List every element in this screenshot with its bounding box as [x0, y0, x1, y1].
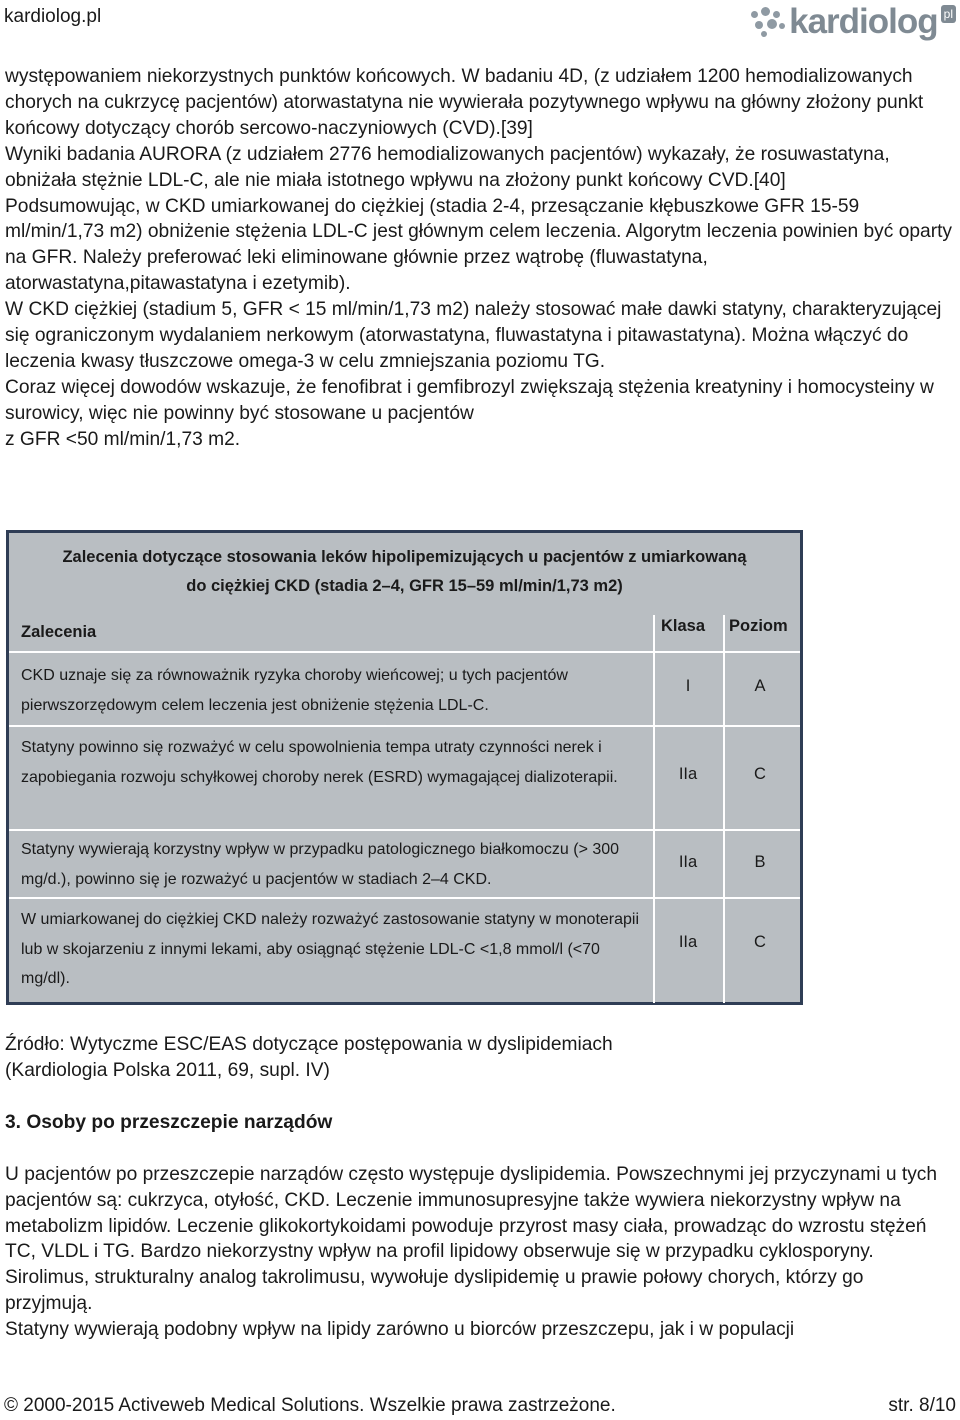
paragraph: Podsumowując, w CKD umiarkowanej do ciężkiej (stadia 2-4, przesączanie kłębuszkowe GFR 15-59 ml/min/1,73 m2) obniżenie stężenia LDL-C jest głównym celem leczenia. Algorytm leczenia powinien być oparty na GFR. Należy preferować leki eliminowane głównie przez wątrobę (fluwastatyna, atorwastatyna,pitawastatyna i ezetymib). — [5, 195, 953, 295]
paragraph: Statyny wywierają podobny wpływ na lipidy zarówno u biorców przeszczepu, jak i w populacji — [5, 1319, 795, 1341]
recommendation-class: I — [685, 677, 691, 695]
recommendations-table — [6, 530, 803, 1005]
table-row — [9, 651, 800, 725]
paragraph: z GFR <50 ml/min/1,73 m2. — [5, 428, 241, 450]
table-header — [9, 615, 800, 651]
column-divider — [653, 615, 655, 1003]
recommendation-class: IIa — [678, 853, 698, 871]
recommendation-class: IIa — [678, 933, 698, 951]
table-row — [9, 897, 800, 1003]
paragraph: Coraz więcej dowodów wskazuje, że fenofibrat i gemfibrozyl zwiększają stężenia kreatyniny i homocysteiny w surowicy, więc nie powinny być stosowane u pacjentów — [5, 376, 934, 424]
recommendation-text: Statyny powinno się rozważyć w celu spowolnienia tempa utraty czynności nerek i zapobiegania rozwoju schyłkowej choroby nerek (ESRD) wymagającej dializoterapii. — [21, 739, 618, 786]
table-title-line: Zalecenia dotyczące stosowania leków hipolipemizujących u pacjentów z umiarkowaną — [62, 548, 747, 566]
copyright-text: © 2000-2015 Activeweb Medical Solutions. Wszelkie prawa zastrzeżone. — [4, 1395, 616, 1416]
source-line: (Kardiologia Polska 2011, 69, supl. IV) — [5, 1059, 330, 1081]
logo-dots-icon — [749, 5, 789, 39]
article-body-continued — [5, 1032, 955, 1343]
paragraph: występowaniem niekorzystnych punktów końcowych. W badaniu 4D, (z udziałem 1200 hemodializowanych chorych na cukrzycę pacjentów) atorwastatyna nie wywierała pozytywnego wpływu na główny złożony punkt końcowy dotyczący chorób sercowo-naczyniowych (CVD).[39] — [5, 66, 924, 139]
table-row — [9, 829, 800, 897]
table-row — [9, 725, 800, 829]
paragraph: Wyniki badania AURORA (z udziałem 2776 hemodializowanych pacjentów) wykazały, że rosuwastatyna, obniżała stężnie LDL-C, ale nie miała istotnego wpływu na złożony punkt końcowy CVD.[40] — [5, 143, 890, 191]
recommendation-level: A — [754, 677, 766, 695]
recommendation-level: C — [754, 933, 766, 951]
column-header-level: Poziom — [729, 617, 788, 635]
table-title-line: do ciężkiej CKD (stadia 2–4, GFR 15–59 ml/min/1,73 m2) — [186, 577, 623, 595]
recommendation-level: B — [754, 853, 766, 871]
recommendation-text: CKD uznaje się za równoważnik ryzyka choroby wieńcowej; u tych pacjentów pierwszorzędowym celem leczenia jest obniżenie stężenia LDL-C. — [21, 667, 568, 714]
section-heading: 3. Osoby po przeszczepie narządów — [5, 1111, 333, 1133]
recommendation-level: C — [754, 765, 766, 783]
article-body — [5, 64, 955, 453]
kardiolog-logo — [749, 2, 956, 42]
column-divider — [723, 615, 725, 1003]
page-number: str. 8/10 — [888, 1395, 956, 1416]
column-header-class: Klasa — [661, 617, 706, 635]
logo-text: kardiolog — [789, 2, 938, 41]
site-name: kardiolog.pl — [4, 6, 102, 27]
recommendation-text: W umiarkowanej do ciężkiej CKD należy rozważyć zastosowanie statyny w monoterapii lub w skojarzeniu z innymi lekami, aby osiągnąć stężenie LDL-C <1,8 mmol/l (<70 mg/dl). — [21, 911, 640, 987]
paragraph: U pacjentów po przeszczepie narządów często występuje dyslipidemia. Powszechnymi jej przyczynami u tych pacjentów są: cukrzyca, otyłość, CKD. Leczenie immunosupresyjne także wywiera niekorzystny wpływ na metabolizm lipidów. Leczenie glikokortykoidami powoduje przyrost masy ciała, prowadząc do wzrostu stężeń TC, VLDL i TG. Bardzo niekorzystny wpływ na profil lipidowy obserwuje się w przypadku cyklosporyny. Sirolimus, strukturalny analog takrolimusu, wywołuje dyslipidemię u prawie połowy chorych, którzy go przyjmują. — [5, 1163, 938, 1315]
column-header-recommendation: Zalecenia — [21, 623, 97, 641]
paragraph: W CKD ciężkiej (stadium 5, GFR < 15 ml/min/1,73 m2) należy stosować małe dawki statyny, charakteryzującej się ograniczonym wydalaniem nerkowym (atorwastatyna, fluwastatyna i pitawastatyna). Można włączyć do leczenia kwasy tłuszczowe omega-3 w celu zmniejszania poziomu TG. — [5, 299, 942, 372]
source-line: Źródło: Wytyczme ESC/EAS dotyczące postępowania w dyslipidemiach — [5, 1034, 613, 1055]
recommendation-class: IIa — [678, 765, 698, 783]
recommendation-text: Statyny wywierają korzystny wpływ w przypadku patologicznego białkomoczu (> 300 mg/d.), powinno się je rozważyć u pacjentów w stadiach 2–4 CKD. — [21, 841, 620, 888]
page-footer — [4, 1395, 956, 1417]
logo-suffix: pl — [941, 5, 956, 23]
table-title — [9, 543, 800, 601]
